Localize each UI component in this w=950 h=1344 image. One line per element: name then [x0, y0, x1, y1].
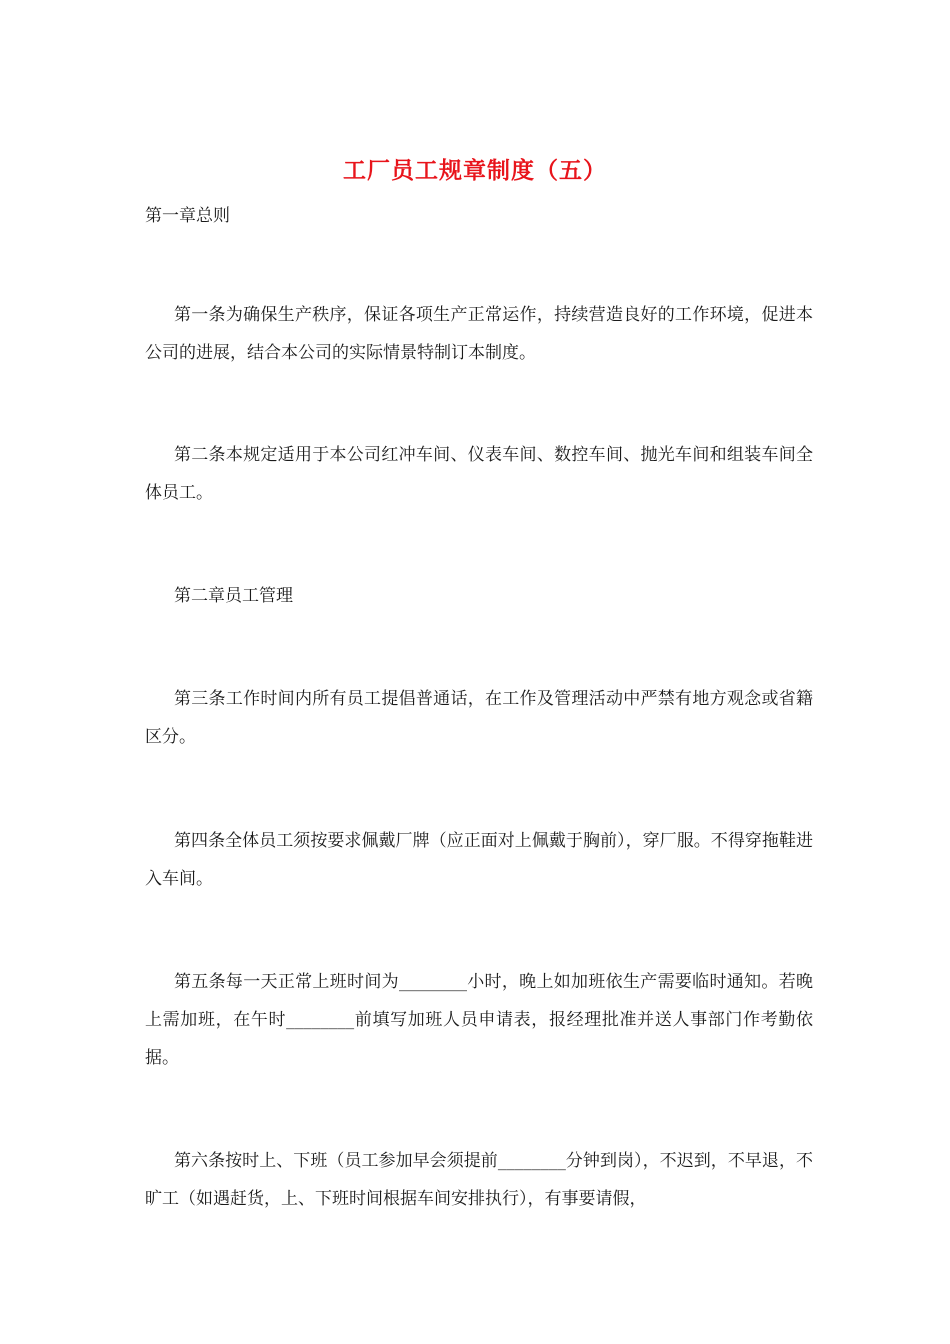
chapter-heading-1: 第一章总则 — [145, 206, 230, 226]
article-5-paragraph: 第五条每一天正常上班时间为________小时，晚上如加班依生产需要临时通知。若晚上需加班，在午时________前填写加班人员申请表，报经理批准并送人事部门作考勤依据。 — [145, 972, 813, 1068]
article-3-paragraph: 第三条工作时间内所有员工提倡普通话，在工作及管理活动中严禁有地方观念或省籍区分。 — [145, 689, 813, 747]
article-6-paragraph: 第六条按时上、下班（员工参加早会须提前________分钟到岗），不迟到，不早退，不旷工（如遇赶货，上、下班时间根据车间安排执行），有事要请假， — [145, 1151, 813, 1209]
article-4-paragraph: 第四条全体员工须按要求佩戴厂牌（应正面对上佩戴于胸前），穿厂服。不得穿拖鞋进入车间。 — [145, 831, 813, 889]
article-2-paragraph: 第二条本规定适用于本公司红冲车间、仪表车间、数控车间、抛光车间和组装车间全体员工。 — [145, 445, 813, 503]
article-1-paragraph: 第一条为确保生产秩序，保证各项生产正常运作，持续营造良好的工作环境，促进本公司的进展，结合本公司的实际情景特制订本制度。 — [145, 305, 813, 363]
chapter-heading-2: 第二章员工管理 — [174, 586, 293, 606]
document-title: 工厂员工规章制度（五） — [343, 157, 607, 184]
